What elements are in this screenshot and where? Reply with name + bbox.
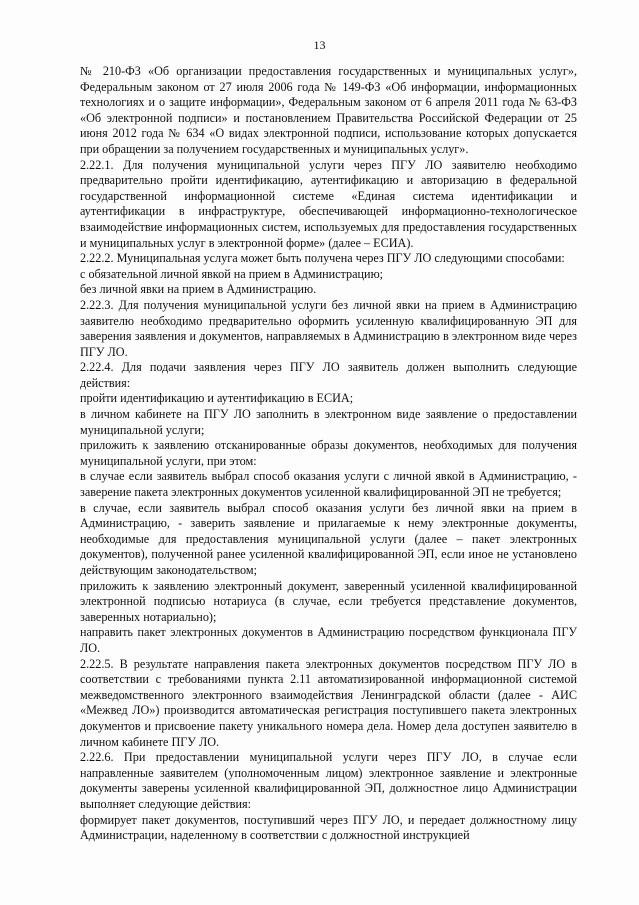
list-item: приложить к заявлению отсканированные образы документов, необходимых для получения муниципальной услуги, при этом:	[80, 438, 577, 468]
page-number: 13	[313, 38, 326, 52]
paragraph-2-22-4: 2.22.4. Для подачи заявления через ПГУ ЛО заявитель должен выполнить следующие действия:	[80, 360, 577, 390]
list-item: формирует пакет документов, поступивший через ПГУ ЛО, и передает должностному лицу Администрации, наделенному в соответствии с должностной инструкцией	[80, 812, 577, 843]
paragraph-2-22-2: 2.22.2. Муниципальная услуга может быть получена через ПГУ ЛО следующими способами:	[80, 251, 565, 266]
list-item: в случае если заявитель выбрал способ оказания услуги с личной явкой в Администрацию, - заверение пакета электронных документов усиленной квалифицированной ЭП не требуется;	[80, 469, 577, 500]
paragraph-2-22-3: 2.22.3. Для получения муниципальной услуги без личной явки на прием в Администрацию заявителю необходимо предварительно оформить усиленную квалифицированную ЭП для заверения заявления и документов, направляемых в Администрацию в электронном виде через ПГУ ЛО.	[80, 297, 577, 359]
document-body	[80, 64, 577, 844]
list-item: в личном кабинете на ПГУ ЛО заполнить в электронном виде заявление о предоставлении муниципальной услуги;	[80, 407, 577, 437]
paragraph: № 210-ФЗ «Об организации предоставления государственных и муниципальных услуг», Федеральным законом от 27 июля 2006 года № 149-ФЗ «Об информации, информационных технологиях и о защите информации», Федеральным законом от 6 апреля 2011 года № 63-ФЗ «Об электронной подписи» и постановлением Правительства Российской Федерации от 25 июня 2012 года № 634 «О видах электронной подписи, использование которых допускается при обращении за получением государственных и муниципальных услуг».	[80, 64, 577, 156]
paragraph-2-22-1: 2.22.1. Для получения муниципальной услуги через ПГУ ЛО заявителю необходимо предварительно пройти идентификацию, аутентификацию и авторизацию в федеральной государственной информационной системе «Единая система идентификации и аутентификации в инфраструктуре, обеспечивающей информационно-технологическое взаимодействие информационных систем, используемых для предоставления государственных и муниципальных услуг в электронной форме» (далее – ЕСИА).	[80, 157, 577, 250]
paragraph-2-22-6: 2.22.6. При предоставлении муниципальной услуги через ПГУ ЛО, в случае если направленные заявителем (уполномоченным лицом) электронное заявление и электронные документы заверены усиленной квалифицированной ЭП, должностное лицо Администрации выполняет следующие действия:	[80, 750, 577, 811]
list-item: в случае, если заявитель выбрал способ оказания услуги без личной явки на прием в Администрацию, - заверить заявление и прилагаемые к нему электронные документы, необходимые для предоставления муниципальной услуги (далее – пакет электронных документов), полученной ранее усиленной квалифицированной ЭП, если иное не установлено действующим законодательством;	[80, 500, 577, 577]
list-item: без личной явки на прием в Администрацию.	[80, 282, 317, 297]
list-item: приложить к заявлению электронный документ, заверенный усиленной квалифицированной электронной подписью нотариуса (в случае, если требуется представление документов, заверенных нотариально);	[80, 578, 577, 624]
list-item: пройти идентификацию и аутентификацию в ЕСИА;	[80, 391, 354, 406]
paragraph-2-22-5: 2.22.5. В результате направления пакета электронных документов посредством ПГУ ЛО в соответствии с требованиями пункта 2.11 автоматизированной информационной системой межведомственного электронного взаимодействия Ленинградской области (далее - АИС «Межвед ЛО») производится автоматическая регистрация поступившего пакета электронных документов и присвоение пакету уникального номера дела. Номер дела доступен заявителю в личном кабинете ПГУ ЛО.	[80, 656, 577, 749]
list-item: направить пакет электронных документов в Администрацию посредством функционала ПГУ ЛО.	[80, 625, 577, 655]
list-item: с обязательной личной явкой на прием в Администрацию;	[80, 266, 384, 281]
